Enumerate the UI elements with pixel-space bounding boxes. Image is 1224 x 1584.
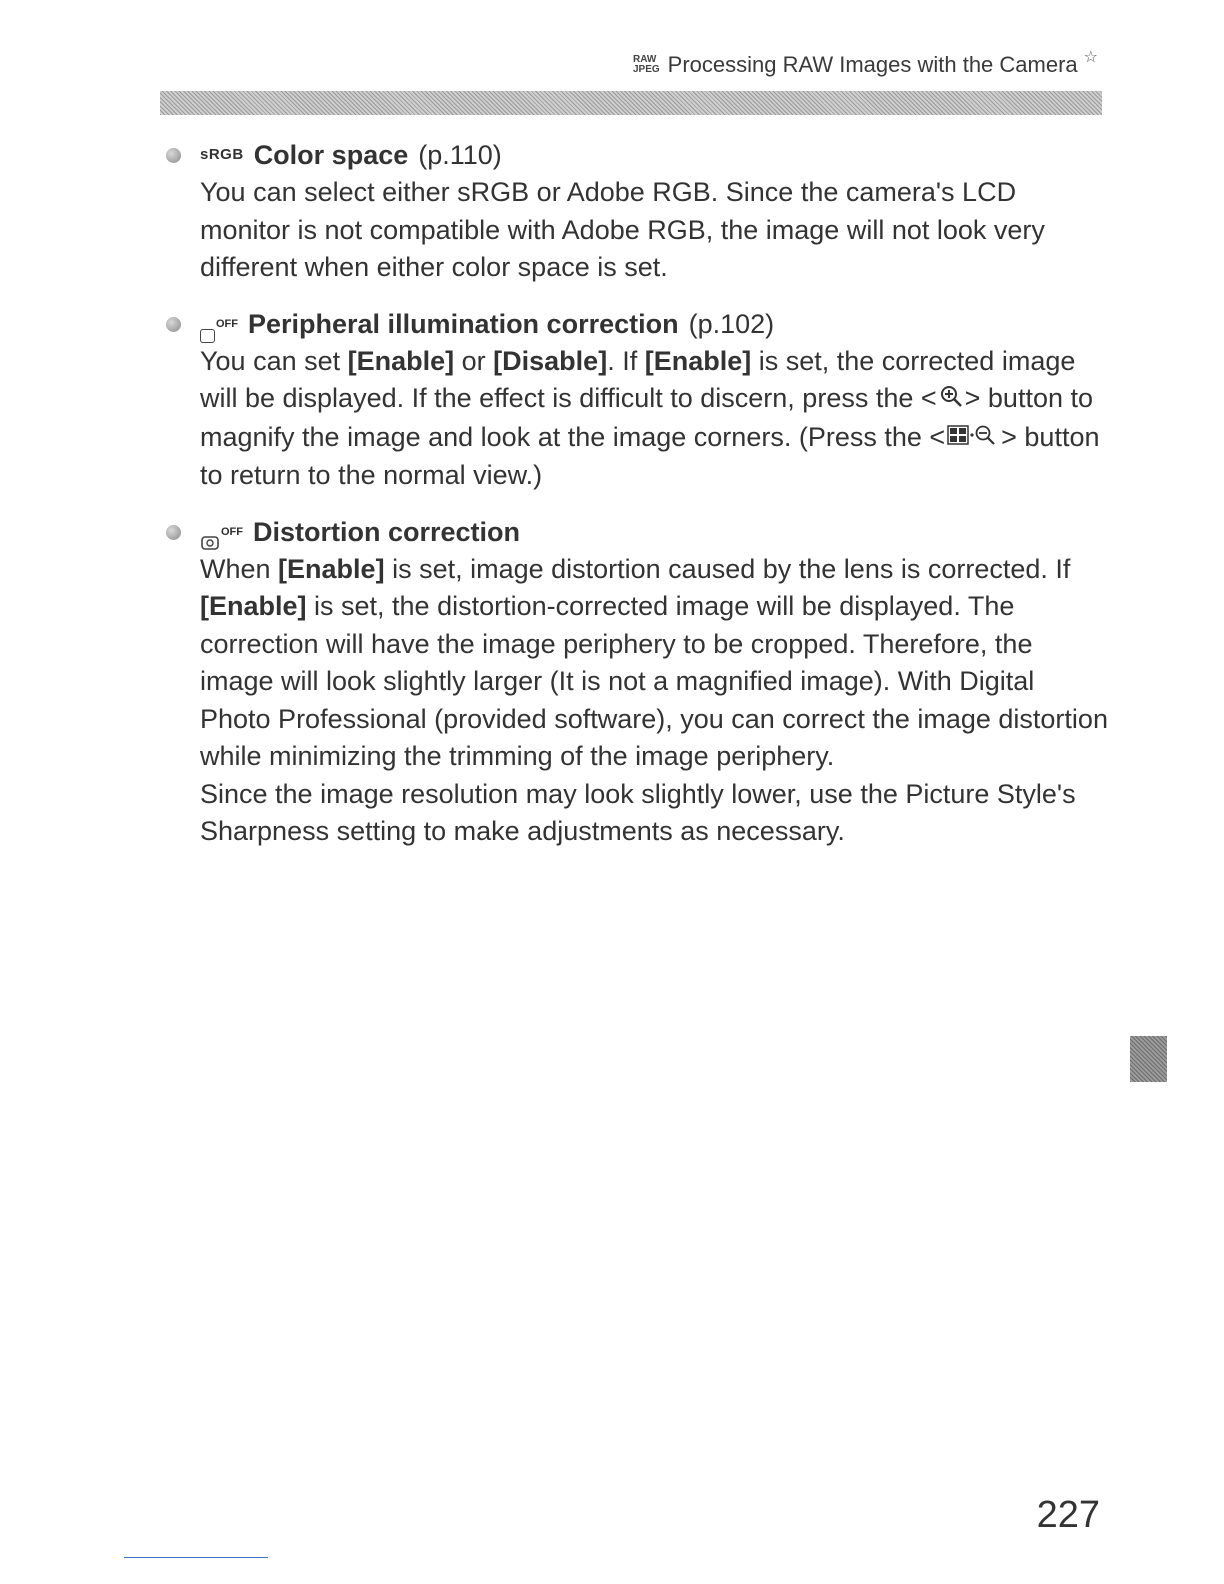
page-number: 227 bbox=[1036, 1494, 1100, 1536]
item-distortion-correction bbox=[160, 513, 1110, 851]
enable-option: [Enable] bbox=[644, 345, 752, 376]
magnify-plus-icon bbox=[939, 381, 963, 419]
enable-option: [Enable] bbox=[200, 591, 307, 622]
chapter-tab bbox=[1130, 1036, 1167, 1082]
body-text: > button to magnify the image and look at the image corners. (Press the < bbox=[200, 383, 1093, 452]
footer-line bbox=[124, 1557, 268, 1558]
item-name: Color space bbox=[253, 140, 409, 170]
item-body: You can select either sRGB or Adobe RGB. Since the camera's LCD monitor is not compatible with Adobe RGB, the image will not look very different when either color space is set. bbox=[200, 177, 1045, 282]
body-text: is set, the distortion-corrected image will be displayed. The correction will have the image periphery to be cropped. Therefore, the image will look slightly larger (It is not a magnified image). With Digital Photo Professional (provided software), you can correct the image distortion while minimizing the trimming of the image periphery. bbox=[200, 591, 1108, 772]
item-title bbox=[200, 305, 1110, 343]
bullet-circle-icon bbox=[166, 525, 181, 540]
bullet-circle-icon bbox=[166, 148, 181, 163]
body-text: You can set bbox=[200, 345, 348, 376]
item-color-space bbox=[160, 136, 1110, 287]
running-header bbox=[632, 49, 1098, 78]
header-rule bbox=[160, 91, 1102, 115]
body-text: > button to return to the normal view.) bbox=[200, 421, 1100, 491]
bullet-circle-icon bbox=[166, 317, 181, 332]
page-content bbox=[160, 136, 1110, 869]
body-text: When bbox=[200, 553, 279, 584]
off-label: OFF bbox=[216, 317, 238, 330]
off-label: OFF bbox=[221, 525, 243, 538]
body-text: . If bbox=[607, 345, 645, 376]
body-text: Since the image resolution may look slightly lower, use the Picture Style's Sharpness setting to make adjustments as necessary. bbox=[200, 778, 1076, 847]
page-reference: (p.102) bbox=[688, 308, 775, 339]
body-text: or bbox=[454, 345, 494, 376]
srgb-icon: sRGB bbox=[200, 146, 244, 163]
raw-jpeg-icon bbox=[633, 55, 660, 75]
peripheral-illumination-icon bbox=[200, 305, 238, 343]
enable-option: [Enable] bbox=[278, 553, 385, 584]
star-icon: ☆ bbox=[1083, 49, 1098, 66]
item-peripheral-illumination bbox=[160, 305, 1110, 495]
item-name: Distortion correction bbox=[253, 516, 521, 547]
header-title: Processing RAW Images with the Camera bbox=[667, 52, 1078, 77]
body-text: is set, image distortion caused by the lens is corrected. If bbox=[384, 553, 1071, 584]
item-body bbox=[200, 343, 1110, 495]
disable-option: [Disable] bbox=[493, 345, 608, 376]
index-magnify-minus-icon bbox=[947, 420, 999, 458]
item-title bbox=[200, 136, 1110, 174]
distortion-correction-icon bbox=[200, 513, 243, 551]
item-body bbox=[200, 551, 1110, 851]
item-name: Peripheral illumination correction bbox=[248, 308, 679, 339]
raw-icon-label: RAW bbox=[632, 54, 657, 65]
page-reference: (p.110) bbox=[418, 140, 502, 170]
item-title bbox=[200, 513, 1110, 551]
enable-option: [Enable] bbox=[347, 345, 455, 376]
jpeg-icon-label: JPEG bbox=[632, 64, 660, 75]
body-text: is set, the corrected image will be displayed. If the effect is difficult to discern, press the < bbox=[200, 345, 1076, 413]
